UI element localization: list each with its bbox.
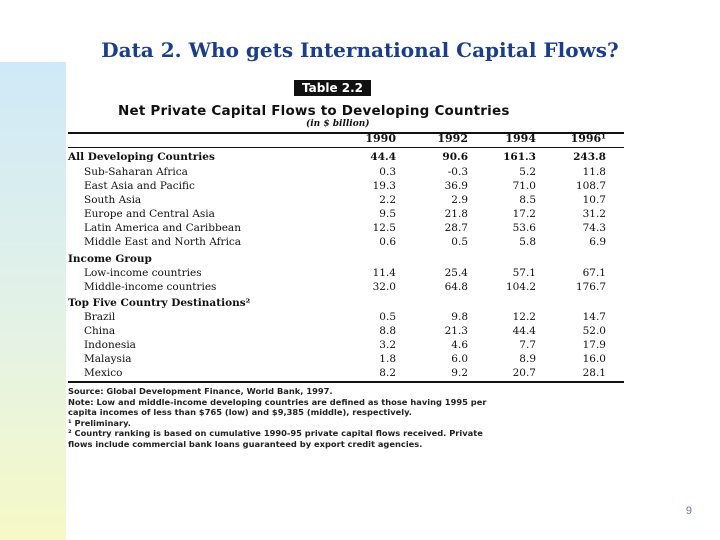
column-header: 1990 — [365, 132, 396, 145]
note-line: capita incomes of less than $765 (low) and $9,385 (middle), respectively. — [68, 407, 412, 417]
cell: 104.2 — [505, 281, 536, 293]
cell: 71.0 — [512, 180, 536, 192]
cell: 0.6 — [379, 236, 396, 248]
cell: 64.8 — [444, 281, 468, 293]
cell: 57.1 — [512, 267, 536, 279]
table-notes — [68, 386, 628, 449]
cell: 176.7 — [575, 281, 606, 293]
row-label: Indonesia — [84, 339, 136, 351]
cell: 2.9 — [451, 194, 468, 206]
cell: 67.1 — [582, 267, 606, 279]
section-heading-row — [66, 296, 626, 310]
row-label: Malaysia — [84, 353, 132, 365]
cell: 1.8 — [379, 353, 396, 365]
note-line: ² Country ranking is based on cumulative 1990-95 private capital flows received. Private — [68, 428, 483, 438]
row-label: All Developing Countries — [68, 151, 215, 163]
cell: 32.0 — [372, 281, 396, 293]
column-header-row — [66, 132, 626, 146]
table-row — [66, 235, 626, 249]
cell: 28.7 — [444, 222, 468, 234]
table-row — [66, 352, 626, 366]
row-label: Europe and Central Asia — [84, 208, 215, 220]
table-row — [66, 179, 626, 193]
cell: 0.5 — [379, 311, 396, 323]
table-row — [66, 165, 626, 179]
cell: 7.7 — [519, 339, 536, 351]
note-line: ¹ Preliminary. — [68, 417, 131, 428]
cell: 90.6 — [442, 151, 468, 163]
rule — [68, 147, 624, 148]
slide-title: Data 2. Who gets International Capital Flows? — [101, 38, 619, 62]
cell: 3.2 — [379, 339, 396, 351]
cell: 6.0 — [451, 353, 468, 365]
cell: 8.5 — [519, 194, 536, 206]
table-row — [66, 207, 626, 221]
cell: 52.0 — [582, 325, 606, 337]
table-row — [66, 310, 626, 324]
cell: 44.4 — [512, 325, 536, 337]
table-row — [66, 366, 626, 380]
cell: 44.4 — [370, 151, 396, 163]
cell: 4.6 — [451, 339, 468, 351]
cell: 2.2 — [379, 194, 396, 206]
row-label: Mexico — [84, 367, 123, 379]
row-label: China — [84, 325, 116, 337]
cell: 19.3 — [372, 180, 396, 192]
section-heading: Income Group — [68, 253, 152, 265]
cell: 20.7 — [512, 367, 536, 379]
cell: 8.2 — [379, 367, 396, 379]
column-header: 1996¹ — [570, 132, 606, 145]
rule — [68, 381, 624, 383]
cell: 11.4 — [372, 267, 396, 279]
cell: 9.2 — [451, 367, 468, 379]
row-label: Latin America and Caribbean — [84, 222, 241, 234]
cell: 12.2 — [512, 311, 536, 323]
cell: 12.5 — [372, 222, 396, 234]
cell: 5.2 — [519, 166, 536, 178]
cell: 6.9 — [589, 236, 606, 248]
table-row — [66, 193, 626, 207]
cell: 108.7 — [575, 180, 606, 192]
cell: 8.9 — [519, 353, 536, 365]
total-row — [66, 150, 626, 164]
cell: 10.7 — [582, 194, 606, 206]
row-label: Middle-income countries — [84, 281, 217, 293]
cell: 74.3 — [582, 222, 606, 234]
cell: 21.3 — [444, 325, 468, 337]
row-label: Brazil — [84, 311, 116, 323]
row-label: East Asia and Pacific — [84, 180, 195, 192]
cell: 5.8 — [519, 236, 536, 248]
cell: 17.9 — [582, 339, 606, 351]
cell: 161.3 — [503, 151, 536, 163]
cell: -0.3 — [447, 166, 468, 178]
cell: 8.8 — [379, 325, 396, 337]
cell: 16.0 — [582, 353, 606, 365]
cell: 28.1 — [582, 367, 606, 379]
table-subtitle: (in $ billion) — [306, 119, 370, 129]
cell: 21.8 — [444, 208, 468, 220]
cell: 36.9 — [444, 180, 468, 192]
table-row — [66, 221, 626, 235]
page-number: 9 — [685, 505, 692, 517]
note-line: Source: Global Development Finance, World Bank, 1997. — [68, 386, 333, 396]
cell: 11.8 — [582, 166, 606, 178]
cell: 9.5 — [379, 208, 396, 220]
cell: 9.8 — [451, 311, 468, 323]
cell: 25.4 — [444, 267, 468, 279]
table-label: Table 2.2 — [294, 80, 371, 96]
table-row — [66, 280, 626, 294]
cell: 17.2 — [512, 208, 536, 220]
section-heading: Top Five Country Destinations² — [68, 297, 251, 309]
cell: 0.3 — [379, 166, 396, 178]
table-row — [66, 266, 626, 280]
slide-sidebar-gradient — [0, 62, 66, 540]
cell: 243.8 — [573, 151, 606, 163]
cell: 53.6 — [512, 222, 536, 234]
column-header: 1994 — [505, 132, 536, 145]
note-line: flows include commercial bank loans guaranteed by export credit agencies. — [68, 438, 423, 449]
cell: 14.7 — [582, 311, 606, 323]
row-label: Low-income countries — [84, 267, 202, 279]
row-label: South Asia — [84, 194, 142, 206]
row-label: Sub-Saharan Africa — [84, 166, 188, 178]
table-row — [66, 324, 626, 338]
cell: 31.2 — [582, 208, 606, 220]
note-line: Note: Low and middle-income developing countries are defined as those having 1995 per — [68, 396, 487, 407]
cell: 0.5 — [451, 236, 468, 248]
scanned-table — [66, 72, 636, 457]
table-title: Net Private Capital Flows to Developing Countries — [118, 103, 510, 119]
column-header: 1992 — [437, 132, 468, 145]
row-label: Middle East and North Africa — [84, 236, 242, 248]
section-heading-row — [66, 252, 626, 266]
table-row — [66, 338, 626, 352]
